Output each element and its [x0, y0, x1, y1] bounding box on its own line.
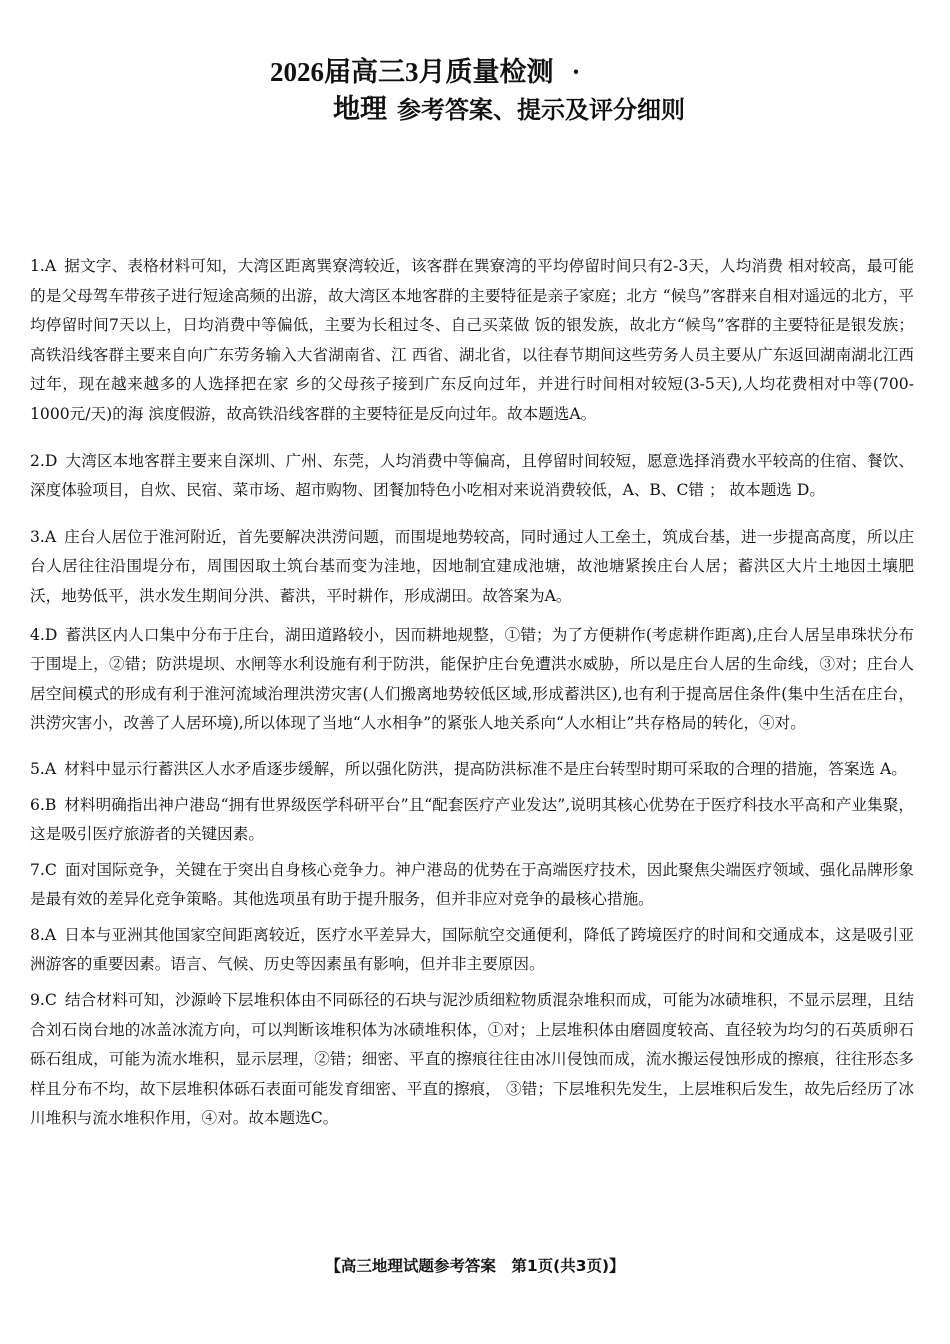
subtitle-text: 参考答案、提示及评分细则 [397, 98, 685, 124]
answer-item-9 [30, 986, 914, 1134]
answer-item-7 [30, 856, 914, 915]
answer-explanation: 大湾区本地客群主要来自深圳、广州、东莞，人均消费中等偏高，且停留时间较短，愿意选择消费水平较高的住宿、餐饮、深度体验项目，自炊、民宿、菜市场、超市购物、团餐加特色小吃相对来说消费较低，A、B、C错 ； 故本题选 D。 [30, 451, 914, 500]
answer-explanation: 面对国际竞争，关键在于突出自身核心竞争力。神户港岛的优势在于高端医疗技术，因此聚焦尖端医疗领域、强化品牌形象是最有效的差异化竞争策略。其他选项虽有助于提升服务，但并非应对竞争的最核心措施。 [30, 860, 914, 909]
answer-explanation: 据文字、表格材料可知，大湾区距离巽寮湾较近，该客群在巽寮湾的平均停留时间只有2-3天，人均消费 相对较高，最可能的是父母驾车带孩子进行短途高频的出游，故大湾区本地客群的主要特征是亲子家庭；北方 “候鸟”客群来自相对遥远的北方，平均停留时间7天以上，日均消费中等偏低，主要为长租过冬、自己买菜做 饭的银发族，故北方“候鸟”客群的主要特征是银发族；高铁沿线客群主要来自向广东劳务输入大省湖南省、江 西省、湖北省，以往春节期间这些劳务人员主要从广东返回湖南湖北江西过年，现在越来越多的人选择把在家 乡的父母孩子接到广东反向过年，并进行时间相对较短(3-5天),人均花费相对中等(700-1000元/天)的海 滨度假游，故高铁沿线客群的主要特征是反向过年。故本题选A。 [30, 257, 914, 423]
document-title [270, 50, 581, 89]
answer-number: 1.A [30, 257, 57, 275]
subject-label: 地理 [333, 94, 387, 124]
answer-number: 5.A [30, 759, 57, 778]
answer-number: 2.D [30, 451, 58, 470]
answer-number: 3.A [30, 527, 57, 546]
answer-explanation: 材料明确指出神户港岛“拥有世界级医学科研平台”且“配套医疗产业发达”,说明其核心优势在于医疗科技水平高和产业集聚，这是吸引医疗旅游者的关键因素。 [30, 795, 914, 844]
answer-number: 8.A [30, 925, 57, 944]
document-subtitle [333, 92, 693, 128]
answer-item-2 [30, 447, 914, 506]
answer-item-3 [30, 523, 914, 612]
answer-item-1 [30, 252, 914, 430]
title-mark: · [571, 57, 581, 87]
answer-item-6 [30, 791, 914, 850]
answer-item-8 [30, 921, 914, 980]
answer-explanation: 日本与亚洲其他国家空间距离较近，医疗水平差异大，国际航空交通便利，降低了跨境医疗的时间和交通成本，这是吸引亚洲游客的重要因素。语言、气候、历史等因素虽有影响，但并非主要原因。 [30, 925, 914, 974]
answer-item-5 [30, 755, 914, 785]
answer-explanation: 蓄洪区内人口集中分布于庄台，湖田道路较小，因而耕地规整，①错；为了方便耕作(考虑耕作距离),庄台人居呈串珠状分布于围堤上，②错；防洪堤坝、水闸等水利设施有利于防洪，能保护庄台免遭洪水威胁，所以是庄台人居的生命线，③对；庄台人居空间模式的形成有利于淮河流域治理洪涝灾害(人们搬离地势较低区域,形成蓄洪区),也有利于提高居住条件(集中生活在庄台，洪涝灾害小，改善了人居环境),所以体现了当地“人水相争”的紧张人地关系向“人水相让”共存格局的转化，④对。 [30, 625, 914, 733]
answer-list [30, 252, 914, 1134]
title-text: 2026届高三3月质量检测 [270, 57, 554, 87]
answer-item-4 [30, 621, 914, 739]
answer-number: 6.B [30, 795, 57, 814]
answer-number: 7.C [30, 860, 57, 879]
page-footer: 【高三地理试题参考答案 第1页(共3页)】 [325, 1257, 625, 1275]
answer-number: 4.D [30, 625, 58, 644]
answer-number: 9.C [30, 991, 57, 1010]
answer-explanation: 庄台人居位于淮河附近，首先要解决洪涝问题，而围堤地势较高，同时通过人工垒土，筑成台基，进一步提高高度，所以庄台人居往往沿围堤分布，周围因取土筑台基而变为洼地，因地制宜建成池塘，故池塘紧挨庄台人居；蓄洪区大片土地因土壤肥沃，地势低平，洪水发生期间分洪、蓄洪，平时耕作，形成湖田。故答案为A。 [30, 527, 914, 605]
answer-explanation: 结合材料可知，沙源岭下层堆积体由不同砾径的石块与泥沙质细粒物质混杂堆积而成，可能为冰碛堆积，不显示层理，且结合刘石岗台地的冰盖冰流方向，可以判断该堆积体为冰碛堆积体，①对；上层堆积体由磨圆度较高、直径较为均匀的石英质卵石砾石组成，可能为流水堆积，显示层理，②错；细密、平直的擦痕往往由冰川侵蚀而成，流水搬运侵蚀形成的擦痕，往往形态多样且分布不均，故下层堆积体砾石表面可能发育细密、平直的擦痕， ③错；下层堆积先发生，上层堆积后发生，故先后经历了冰川堆积与流水堆积作用，④对。故本题选C。 [30, 991, 914, 1128]
answer-explanation: 材料中显示行蓄洪区人水矛盾逐步缓解，所以强化防洪，提高防洪标准不是庄台转型时期可采取的合理的措施，答案选 A。 [64, 759, 907, 778]
